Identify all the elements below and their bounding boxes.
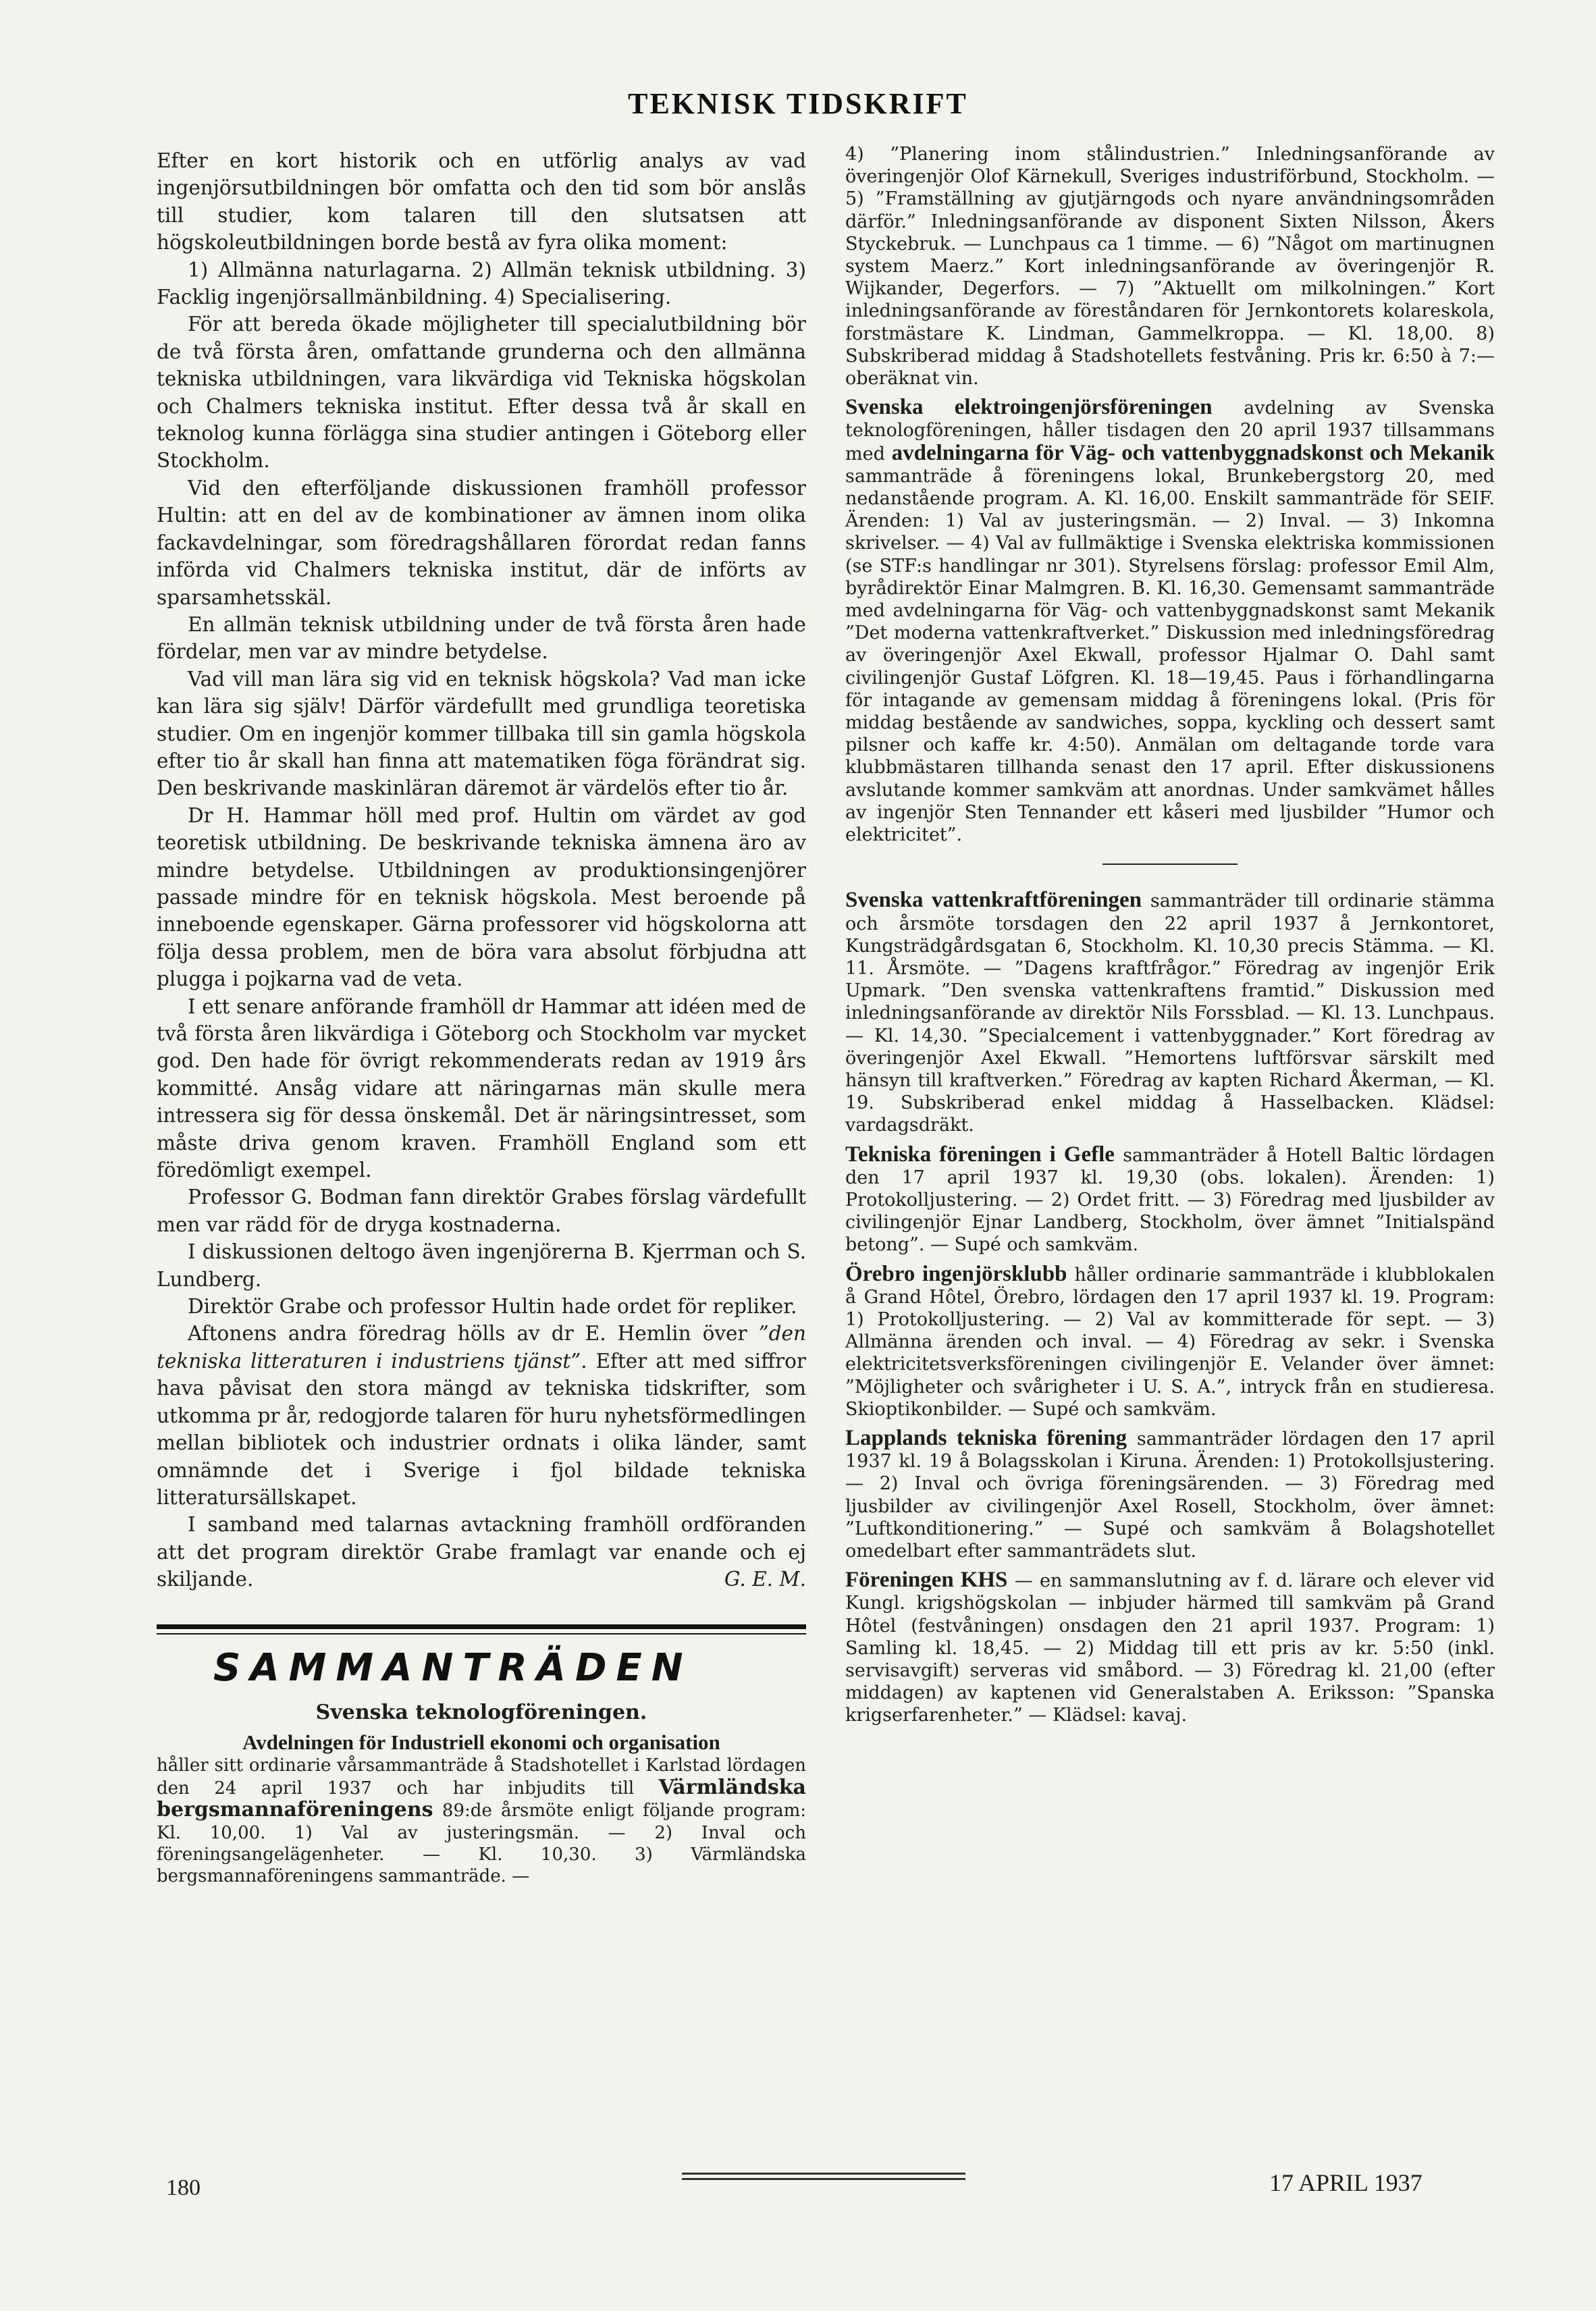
text: sammanträde å föreningens lokal, Brunkebergstorg 20, med nedanstående program. A. Kl. 16,00. Enskilt sammanträde för SEIF. Ärenden: 1) Val av justeringsmän. — 2) Inval. — 3) Inkomna skrivelser. — 4) Val av fullmäktige i Svenska elektriska kommissionen (se STF:s handlingar nr 301). Styrelsens förslag: professor Emil Alm, byrådirektör Einar Malmgren. B. Kl. 16,30. Gemensamt sammanträde med avdelningarna för Väg- och vattenbyggnadskonst samt Mekanik ”Det moderna vattenkraftverket.” Diskussion med inledningsföredrag av överingenjör Axel Ekwall, professor Hjalmar O. Dahl samt civilingenjör Gustaf Löfgren. Kl. 18—19,45. Paus i förhandlingarna för intagande av gemensam middag å föreningens lokal. (Pris för middag bestående av sandwiches, soppa, kyckling och dessert samt pilsner och kaffe kr. 4:50). Anmälan om deltagande torde vara klubbmästaren tillhanda senast den 17 april. Efter diskussionens avslutande kommer samkväm att anordnas. Under samkvämet hålles av ingenjör Sten Tennander ett kåseri med ljusbilder ”Humor och elektricitet”. (845, 465, 1495, 846)
paragraph: En allmän teknisk utbildning under de två första åren hade fördelar, men var av mindre betydelse. (157, 612, 806, 664)
entry-khs (845, 1569, 1495, 1726)
entry-vattenkraft (845, 889, 1495, 1136)
paragraph: Vid den efterföljande diskussionen framhöll professor Hultin: att en del av de kombinationer av ämnen inom olika fackavdelningar, som föredragshållaren förordat redan fanns införda vid Chalmers tekniska institut, där de införts av sparsamhetsskäl. (157, 476, 806, 609)
divider (1102, 864, 1238, 865)
entry-gefle (845, 1144, 1495, 1256)
entry-lappland (845, 1427, 1495, 1562)
paragraph: Direktör Grabe och professor Hultin hade ordet för repliker. (188, 1295, 797, 1319)
right-column (845, 143, 1495, 1734)
section-rule-thin (157, 1633, 806, 1635)
entry-heading: Föreningen KHS (845, 1568, 1008, 1593)
text: sammanträder lördagen den 17 april 1937 kl. 19 å Bolagsskolan i Kiruna. Ärenden: 1) Protokollsjustering. — 2) Inval och övriga föreningsärenden. — 3) Föredrag med ljusbilder av civilingenjör Axel Rosell, Stockholm, över ämnet: ”Luftkonditionering.” — Supé och samkväm å Bolagshotellet omedelbart efter sammanträdets slut. (845, 1428, 1495, 1562)
footer-rule-line (682, 2173, 965, 2175)
entry-bold: avdelningarna för Väg- och vattenbyggnadskonst och Mekanik (891, 440, 1495, 465)
text: sammanträder å Hotell Baltic lördagen den 17 april 1937 kl. 19,30 (obs. lokalen). Ärenden: 1) Protokolljustering. — 2) Ordet fritt. — 3) Föredrag med ljusbilder av civilingenjör Ejnar Landberg, Stockholm, över ämnet ”Initialspänd betong”. — Supé och samkväm. (845, 1144, 1495, 1256)
entry-heading: Svenska vattenkraftföreningen (845, 888, 1142, 913)
left-column (157, 147, 806, 1888)
paragraph: Vad vill man lära sig vid en teknisk högskola? Vad man icke kan lära sig själv! Därför värdefullt med grundliga teoretiska studier. Om en ingenjör kommer tillbaka till sin gamla högskola efter tio år skall han finna att matematiken föga förändrat sig. Den beskrivande maskinläran däremot är värdelös efter tio år. (157, 667, 806, 800)
paragraph: Efter en kort historik och en utförlig analys av vad ingenjörsutbildningen bör omfatta och den tid som bör anslås till studier, kom talaren till den slutsatsen att högskoleutbildningen borde bestå av fyra olika moment: (157, 149, 806, 255)
entry-orebro (845, 1263, 1495, 1420)
paragraph: I ett senare anförande framhöll dr Hammar att idéen med de två första åren likvärdiga i Göteborg och Stockholm var mycket god. Den hade för övrigt rekommenderats redan av 1919 års kommitté. Ansåg vidare att näringarnas män skulle mera intressera sig för dessa önskemål. Det är näringsintresset, som måste driva genom kraven. Framhöll England som ett föredömligt exempel. (157, 994, 806, 1182)
text: . Efter att med siffror hava påvisat den stora mängd av tekniska tidskrifter, som utkomma pr år, redogjorde talaren för huru nyhetsförmedlingen mellan bibliotek och industrier ordnats i olika länder, samt omnämnde det i Sverige i fjol bildade tekniska litteratursällskapet. (157, 1349, 806, 1509)
subheading: Svenska teknologföreningen. (315, 1700, 647, 1724)
entry-heading: Lapplands tekniska förening (845, 1425, 1127, 1450)
entry-heading: Avdelningen för Industriell ekonomi och organisation (242, 1730, 720, 1755)
footer-rule-line (682, 2178, 965, 2180)
text: Aftonens andra föredrag hölls av dr E. Hemlin över (188, 1322, 759, 1346)
entry-avdelningen (157, 1730, 806, 1887)
text: I samband med talarnas avtackning framhöll ordföranden att det program direktör Grabe framlagt var enande och ej skiljande. (157, 1513, 806, 1591)
entry-heading: Tekniska föreningen i Gefle (845, 1142, 1115, 1167)
signature: G. E. M. (724, 1568, 806, 1591)
paragraph: 4) ”Planering inom stålindustrien.” Inledningsanförande av överingenjör Olof Kärnekull, Sveriges industriförbund, Stockholm. — 5) ”Framställning av gjutjärngods och nyare användningsområden därför.” Inledningsanförande av disponent Sixten Nilsson, Åkers Styckebruk. — Lunchpaus ca 1 timme. — 6) ”Något om martinugnen system Maerz.” Kort inledningsanförande av överingenjör R. Wijkander, Degerfors. — 7) ”Aktuellt om milkolningen.” Kort inledningsanförande av föreståndaren för Jernkontorets kolareskola, forstmästare K. Lindman, Gammelkroppa. — Kl. 18,00. 8) Subskriberad middag å Stadshotellets festvåning. Pris kr. 6:50 à 7:— oberäknat vin. (845, 144, 1495, 390)
paragraph-hemlin (157, 1320, 806, 1511)
text: sammanträder till ordinarie stämma och årsmöte torsdagen den 22 april 1937 å Jernkontoret, Kungsträdgårdsgatan 6, Stockholm. Kl. 10,30 precis Stämma. — Kl. 11. Årsmöte. — ”Dagens kraftfrågor.” Föredrag av ingenjör Erik Upmark. ”Den svenska vattenkraftens framtid.” Diskussion med inledningsanförande av direktör Nils Forssblad. — Kl. 13. Lunchpaus. — Kl. 14,30. ”Specialcement i vattenbyggnader.” Kort föredrag av överingenjör Axel Ekwall. ”Hemortens luftförsvar särskilt med hänsyn till kraftverken.” Föredrag av kapten Richard Åkerman, — Kl. 19. Subskriberad enkel middag å Hasselbacken. Klädsel: vardagsdräkt. (845, 891, 1495, 1136)
text: håller ordinarie sammanträde i klubblokalen å Grand Hôtel, Örebro, lördagen den 17 april 1937 kl. 19. Program: 1) Protokolljustering. — 2) Val av kommitterade för sept. — 3) Allmänna ärenden och inval. — 4) Föredrag av sekr. i Svenska elektricitetsverksföreningen civilingenjör E. Velander över ämnet: ”Möjligheter och svårigheter i U. S. A.”, intryck från en studieresa. Skioptikonbilder. — Supé och samkväm. (845, 1264, 1495, 1420)
entry-heading: Örebro ingenjörsklubb (845, 1261, 1067, 1286)
text: avdelning av Svenska teknologföreningen, håller tisdagen den 20 april 1937 tillsammans med (845, 398, 1495, 464)
text: håller sitt ordinarie vårsammanträde å Stadshotellet i Karlstad lördagen den 24 april 1937 och har inbjudits till (157, 1755, 806, 1799)
masthead-title: TEKNISK TIDSKRIFT (628, 87, 968, 120)
paragraph: Professor G. Bodman fann direktör Grabes förslag värdefullt men var rädd för de dryga kostnaderna. (157, 1186, 806, 1236)
section-title: SAMMANTRÄDEN (213, 1645, 693, 1690)
text: 89:de årsmöte enligt följande program: Kl. 10,00. 1) Val av justeringsmän. — 2) Inval och föreningsangelägenheter. — Kl. 10,30. 3) Värmländska bergsmannaföreningens sammanträde. — (157, 1801, 806, 1887)
issue-date: 17 APRIL 1937 (1269, 2169, 1422, 2196)
section-rule-thick (157, 1624, 806, 1629)
entry-elektro (845, 396, 1495, 846)
paragraph: I diskussionen deltogo även ingenjörerna B. Kjerrman och S. Lundberg. (157, 1240, 806, 1291)
entry-bold: Värmländska bergsmannaföreningens (157, 1775, 806, 1822)
paragraph: För att bereda ökade möjligheter till specialutbildning bör de två första åren, omfattande grunderna och den allmänna tekniska utbildningen, vara likvärdiga vid Tekniska högskolan och Chalmers tekniska institut. Efter dessa två år skall en teknolog kunna förlägga sina studier antingen i Göteborg eller Stockholm. (157, 313, 806, 473)
paragraph: 1) Allmänna naturlagarna. 2) Allmän teknisk utbildning. 3) Facklig ingenjörsallmänbildning. 4) Specialisering. (157, 258, 806, 309)
paragraph: Dr H. Hammar höll med prof. Hultin om värdet av god teoretisk utbildning. De beskrivande tekniska ämnena äro av mindre betydelse. Utbildningen av produktionsingenjörer passade mindre för en teknisk högskola. Mest beroende på inneboende egenskaper. Gärna professorer vid högskolorna att följa dessa problem, men de böra vara absolut förbjudna att plugga i pojkarna vad de veta. (157, 803, 806, 991)
lecture-title: ”den tekniska litteraturen i industriens tjänst” (157, 1322, 806, 1373)
paragraph-closing (157, 1511, 806, 1593)
entry-heading: Svenska elektroingenjörsföreningen (845, 395, 1213, 420)
text: — en sammanslutning av f. d. lärare och elever vid Kungl. krigshögskolan — inbjuder härmed till samkväm på Grand Hôtel (festvåningen) onsdagen den 21 april 1937. Program: 1) Samling kl. 18,45. — 2) Middag till ett pris av kr. 5:50 (inkl. servisavgift) serveras vid småbord. — 3) Föredrag kl. 21,00 (efter middagen) av kaptenen vid Generalstaben A. Eriksson: ”Spanska krigserfarenheter.” — Klädsel: kavaj. (845, 1570, 1495, 1726)
page-number: 180 (166, 2175, 201, 2200)
